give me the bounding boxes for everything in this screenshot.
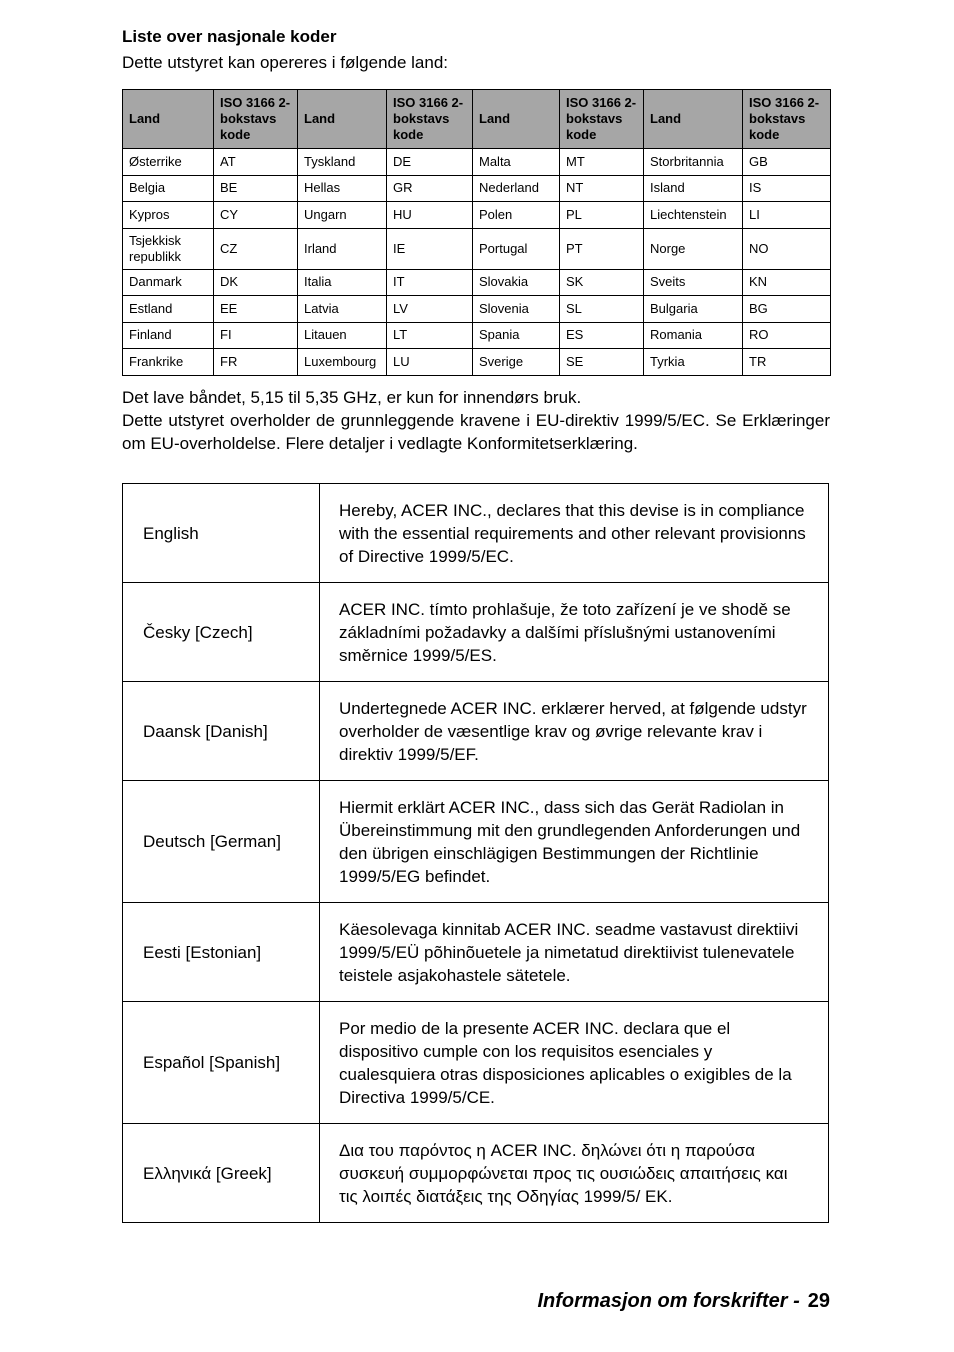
language-cell: Deutsch [German] bbox=[123, 781, 320, 903]
declaration-text: Hereby, ACER INC., declares that this devise is in compliance with the essential requirements and other relevant provisionns of Directive 1999/5/EC. bbox=[320, 484, 829, 583]
table-cell: Kypros bbox=[123, 202, 214, 229]
declaration-text: Δια του παρόντος η ACER INC. δηλώνει ότι η παρούσα συσκευή συμμορφώνεται προς τις ουσιώδεις απαιτήσεις και τις λοιπές διατάξεις της Οδηγίας 1999/5/ ΕΚ. bbox=[320, 1124, 829, 1223]
page-number: 29 bbox=[807, 1290, 830, 1312]
table-cell: Romania bbox=[644, 322, 743, 349]
table-cell: Litauen bbox=[298, 322, 387, 349]
table-cell: EE bbox=[214, 296, 298, 323]
table-cell: Nederland bbox=[473, 175, 560, 202]
language-cell: English bbox=[123, 484, 320, 583]
header-cell: ISO 3166 2-bokstavs kode bbox=[214, 90, 298, 149]
table-cell: Ungarn bbox=[298, 202, 387, 229]
table-cell: Tyskland bbox=[298, 149, 387, 176]
table-cell: IS bbox=[743, 175, 831, 202]
footer-title: Informasjon om forskrifter - bbox=[537, 1290, 800, 1312]
declaration-text: Käesolevaga kinnitab ACER INC. seadme vastavust direktiivi 1999/5/EÜ põhinõuetele ja nimetatud direktiivist tulenevatele teistele asjakohastele sätetele. bbox=[320, 903, 829, 1002]
header-cell: ISO 3166 2-bokstavs kode bbox=[560, 90, 644, 149]
table-cell: Estland bbox=[123, 296, 214, 323]
table-row bbox=[123, 322, 831, 349]
table-row bbox=[123, 349, 831, 376]
table-cell: GR bbox=[387, 175, 473, 202]
table-cell: CY bbox=[214, 202, 298, 229]
table-cell: Belgia bbox=[123, 175, 214, 202]
declaration-text: ACER INC. tímto prohlašuje, že toto zařízení je ve shodě se základními požadavky a dalšími příslušnými ustanoveními směrnice 1999/5/ES. bbox=[320, 583, 829, 682]
table-cell: TR bbox=[743, 349, 831, 376]
table-cell: LV bbox=[387, 296, 473, 323]
table-cell: Italia bbox=[298, 269, 387, 296]
band-note: Det lave båndet, 5,15 til 5,35 GHz, er kun for innendørs bruk. bbox=[122, 388, 582, 407]
table-cell: LU bbox=[387, 349, 473, 376]
section-heading: Liste over nasjonale koder bbox=[122, 27, 337, 46]
header-cell: Land bbox=[298, 90, 387, 149]
language-cell: Česky [Czech] bbox=[123, 583, 320, 682]
table-cell: Spania bbox=[473, 322, 560, 349]
table-cell: Polen bbox=[473, 202, 560, 229]
table-row bbox=[123, 228, 831, 269]
table-cell: BG bbox=[743, 296, 831, 323]
compliance-note: Dette utstyret overholder de grunnleggende kravene i EU-direktiv 1999/5/EC. Se Erklæringer om EU-overholdelse. Flere detaljer i vedlagte Konformitetserklæring. bbox=[122, 411, 830, 453]
table-row bbox=[123, 1124, 829, 1223]
table-cell: SE bbox=[560, 349, 644, 376]
language-cell: Español [Spanish] bbox=[123, 1002, 320, 1124]
table-cell: HU bbox=[387, 202, 473, 229]
table-cell: Island bbox=[644, 175, 743, 202]
header-cell: Land bbox=[473, 90, 560, 149]
table-row bbox=[123, 269, 831, 296]
declarations-table bbox=[122, 483, 829, 1223]
table-row bbox=[123, 583, 829, 682]
table-cell: Norge bbox=[644, 228, 743, 269]
table-cell: BE bbox=[214, 175, 298, 202]
table-row bbox=[123, 682, 829, 781]
table-cell: Storbritannia bbox=[644, 149, 743, 176]
declaration-text: Undertegnede ACER INC. erklærer herved, at følgende udstyr overholder de væsentlige krav og øvrige relevante krav i direktiv 1999/5/EF. bbox=[320, 682, 829, 781]
table-cell: SL bbox=[560, 296, 644, 323]
table-cell: NO bbox=[743, 228, 831, 269]
table-cell: ES bbox=[560, 322, 644, 349]
header-cell: ISO 3166 2-bokstavs kode bbox=[387, 90, 473, 149]
table-cell: DE bbox=[387, 149, 473, 176]
table-cell: Luxembourg bbox=[298, 349, 387, 376]
table-cell: FR bbox=[214, 349, 298, 376]
header-cell: ISO 3166 2-bokstavs kode bbox=[743, 90, 831, 149]
header-cell: Land bbox=[644, 90, 743, 149]
table-cell: Slovenia bbox=[473, 296, 560, 323]
table-cell: Slovakia bbox=[473, 269, 560, 296]
table-cell: Frankrike bbox=[123, 349, 214, 376]
table-header-row bbox=[123, 90, 831, 149]
table-cell: Sveits bbox=[644, 269, 743, 296]
table-cell: CZ bbox=[214, 228, 298, 269]
table-cell: Østerrike bbox=[123, 149, 214, 176]
table-row bbox=[123, 296, 831, 323]
intro-text: Dette utstyret kan opereres i følgende land: bbox=[122, 53, 449, 72]
table-row bbox=[123, 175, 831, 202]
language-cell: Daansk [Danish] bbox=[123, 682, 320, 781]
table-cell: MT bbox=[560, 149, 644, 176]
table-cell: Liechtenstein bbox=[644, 202, 743, 229]
table-cell: Portugal bbox=[473, 228, 560, 269]
table-cell: Danmark bbox=[123, 269, 214, 296]
table-cell: Tyrkia bbox=[644, 349, 743, 376]
table-cell: Sverige bbox=[473, 349, 560, 376]
table-row bbox=[123, 149, 831, 176]
table-cell: FI bbox=[214, 322, 298, 349]
language-cell: Eesti [Estonian] bbox=[123, 903, 320, 1002]
country-codes-table bbox=[122, 89, 831, 376]
table-cell: KN bbox=[743, 269, 831, 296]
table-cell: GB bbox=[743, 149, 831, 176]
table-cell: Irland bbox=[298, 228, 387, 269]
language-cell: Ελληνικά [Greek] bbox=[123, 1124, 320, 1223]
table-cell: Latvia bbox=[298, 296, 387, 323]
table-cell: SK bbox=[560, 269, 644, 296]
table-cell: Tsjekkisk republikk bbox=[123, 228, 214, 269]
table-cell: NT bbox=[560, 175, 644, 202]
table-cell: Malta bbox=[473, 149, 560, 176]
table-cell: AT bbox=[214, 149, 298, 176]
declaration-text: Hiermit erklärt ACER INC., dass sich das Gerät Radiolan in Übereinstimmung mit den grundlegenden Anforderungen und den übrigen einschlägigen Bestimmungen der Richtlinie 1999/5/EG befindet. bbox=[320, 781, 829, 903]
header-cell: Land bbox=[123, 90, 214, 149]
declaration-text: Por medio de la presente ACER INC. declara que el dispositivo cumple con los requisitos esenciales y cualesquiera otras disposiciones aplicables o exigibles de la Directiva 1999/5/CE. bbox=[320, 1002, 829, 1124]
table-row bbox=[123, 903, 829, 1002]
table-cell: RO bbox=[743, 322, 831, 349]
table-cell: IT bbox=[387, 269, 473, 296]
table-cell: DK bbox=[214, 269, 298, 296]
table-cell: IE bbox=[387, 228, 473, 269]
table-cell: LI bbox=[743, 202, 831, 229]
table-cell: PT bbox=[560, 228, 644, 269]
table-row bbox=[123, 1002, 829, 1124]
table-cell: LT bbox=[387, 322, 473, 349]
table-cell: PL bbox=[560, 202, 644, 229]
page-footer bbox=[537, 1290, 830, 1313]
table-row bbox=[123, 202, 831, 229]
table-row bbox=[123, 781, 829, 903]
table-cell: Hellas bbox=[298, 175, 387, 202]
table-row bbox=[123, 484, 829, 583]
table-cell: Finland bbox=[123, 322, 214, 349]
table-cell: Bulgaria bbox=[644, 296, 743, 323]
